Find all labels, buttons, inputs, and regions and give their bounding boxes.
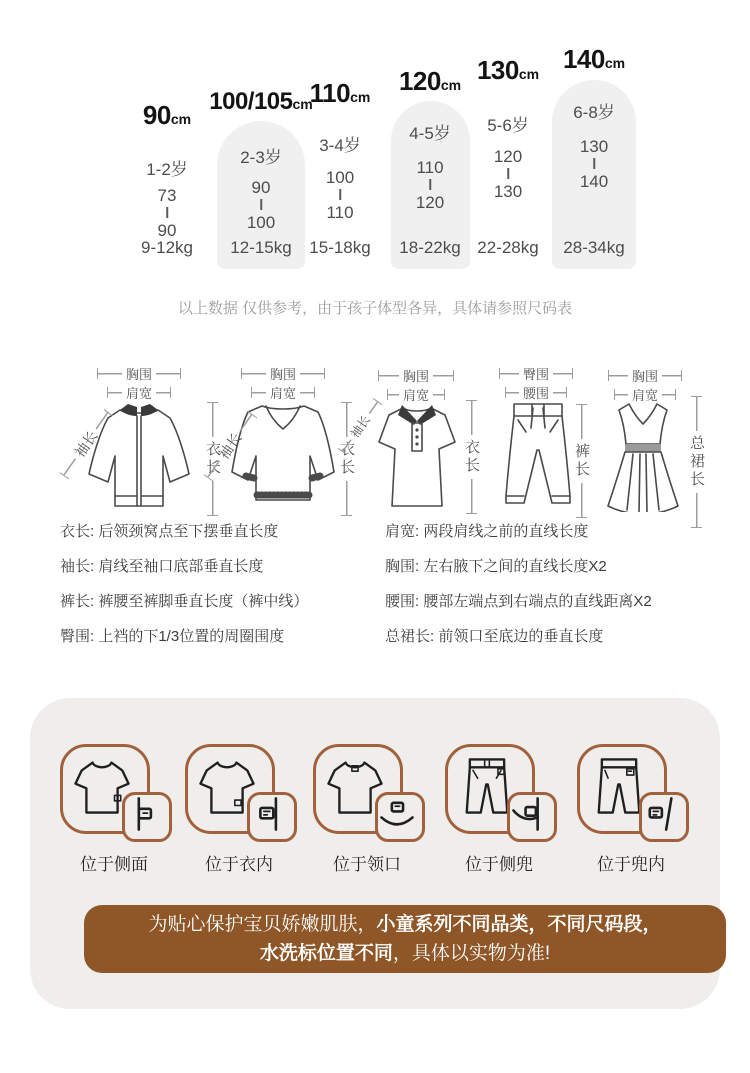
pants-drawing	[499, 398, 577, 510]
dim-waist: 腰围	[505, 383, 567, 402]
definition-item: 胸围: 左右腋下之间的直线长度X2	[385, 558, 607, 575]
size-chart-section	[0, 0, 750, 330]
size-header: 120cm	[398, 66, 462, 96]
height-from: 120	[493, 147, 523, 166]
height-from: 130	[579, 137, 609, 156]
dim-shoulder: 肩宽	[107, 383, 171, 402]
disclaimer-note: 以上数据 仅供参考，由于孩子体型各异，具体请参照尺码表	[177, 300, 573, 317]
dim-sleeve: 袖长	[199, 408, 260, 483]
size-header: 100/105cm	[209, 88, 313, 115]
wash-label-item-inside	[177, 744, 301, 884]
dim-hip: 臀围	[499, 364, 573, 383]
dim-shoulder: 肩宽	[614, 385, 676, 404]
definition-item: 裤长: 裤腰至裤脚垂直长度（裤中线）	[60, 593, 309, 610]
height-to: 130	[493, 182, 523, 201]
height-to: 90	[157, 221, 177, 240]
height-to: 110	[326, 203, 354, 222]
range-divider	[166, 207, 168, 218]
wash-label-caption: 位于衣内	[205, 855, 273, 874]
dim-sleeve: 袖长	[55, 406, 116, 481]
label-zoom-pocket-inside-icon	[639, 792, 689, 842]
label-zoom-side-pocket-icon	[507, 792, 557, 842]
dim-dress-length: 总裙长	[686, 396, 707, 528]
diagram-sweater	[203, 352, 358, 517]
diagram-polo	[343, 352, 483, 517]
height-to: 100	[246, 213, 276, 232]
dim-chest: 胸围	[241, 364, 325, 383]
label-zoom-collar-icon	[375, 792, 425, 842]
wash-label-caption: 位于侧面	[80, 855, 148, 874]
wash-label-caption: 位于侧兜	[465, 855, 533, 874]
polo-drawing	[367, 398, 467, 510]
wash-label-item-pocket-inside	[569, 744, 693, 884]
banner-line-2: 水洗标位置不同，具体以实物为准!	[259, 943, 551, 964]
banner-line-1: 为贴心保护宝贝娇嫩肌肤，小童系列不同品类，不同尺码段，	[148, 914, 662, 935]
dim-shoulder: 肩宽	[387, 385, 445, 404]
height-to: 120	[415, 193, 445, 212]
size-header: 110cm	[309, 78, 371, 108]
definition-item: 衣长: 后领颈窝点至下摆垂直长度	[60, 523, 279, 540]
range-divider	[429, 179, 431, 190]
label-zoom-side-icon	[122, 792, 172, 842]
age-range: 1-2岁	[146, 160, 188, 179]
dim-body-length: 衣长	[336, 402, 357, 516]
age-range: 2-3岁	[240, 148, 282, 167]
definition-item: 肩宽: 两段肩线之前的直线长度	[385, 523, 589, 540]
range-divider	[507, 168, 509, 179]
diagram-jacket	[55, 352, 220, 517]
height-from: 90	[251, 178, 271, 197]
range-divider	[593, 158, 595, 169]
diagram-pants	[487, 352, 592, 517]
definition-item: 总裙长: 前领口至底边的垂直长度	[385, 628, 604, 645]
height-to: 140	[579, 172, 609, 191]
diagram-dress	[594, 352, 704, 517]
weight-range: 18-22kg	[399, 238, 461, 257]
wash-label-item-side-pocket	[437, 744, 561, 884]
age-range: 5-6岁	[487, 116, 529, 135]
size-header: 130cm	[476, 55, 540, 85]
dim-sleeve: 袖长	[335, 396, 384, 457]
dim-chest: 胸围	[378, 366, 454, 385]
dim-shoulder: 肩宽	[251, 383, 315, 402]
age-range: 4-5岁	[409, 124, 451, 143]
dim-body-length: 衣长	[461, 400, 482, 514]
wash-label-item-side	[52, 744, 176, 884]
range-divider	[260, 199, 262, 210]
dim-body-length: 衣长	[202, 402, 223, 516]
dress-drawing	[597, 400, 689, 512]
wash-label-caption: 位于领口	[333, 855, 401, 874]
age-range: 6-8岁	[573, 103, 615, 122]
height-from: 73	[157, 186, 177, 205]
label-zoom-inside-icon	[247, 792, 297, 842]
notice-banner	[84, 905, 726, 973]
height-from: 110	[416, 158, 444, 177]
height-from: 100	[325, 168, 355, 187]
dim-pants-length: 裤长	[571, 404, 592, 518]
definition-item: 袖长: 肩线至袖口底部垂直长度	[60, 558, 264, 575]
size-header: 90cm	[142, 100, 192, 130]
weight-range: 22-28kg	[477, 238, 539, 257]
size-header: 140cm	[562, 44, 626, 74]
measure-diagrams-section	[0, 352, 750, 520]
definition-item: 腰围: 腰部左端点到右端点的直线距离X2	[385, 593, 652, 610]
weight-range: 15-18kg	[309, 238, 371, 257]
range-divider	[339, 189, 341, 200]
wash-label-caption: 位于兜内	[597, 855, 665, 874]
dim-chest: 胸围	[608, 366, 682, 385]
weight-range: 28-34kg	[563, 238, 625, 257]
dim-chest: 胸围	[97, 364, 181, 383]
age-range: 3-4岁	[319, 136, 361, 155]
wash-label-item-collar	[305, 744, 429, 884]
definition-item: 臀围: 上裆的下1/3位置的周圈围度	[60, 628, 285, 645]
weight-range: 9-12kg	[141, 238, 193, 257]
wash-label-panel	[30, 698, 720, 1009]
weight-range: 12-15kg	[230, 238, 292, 257]
